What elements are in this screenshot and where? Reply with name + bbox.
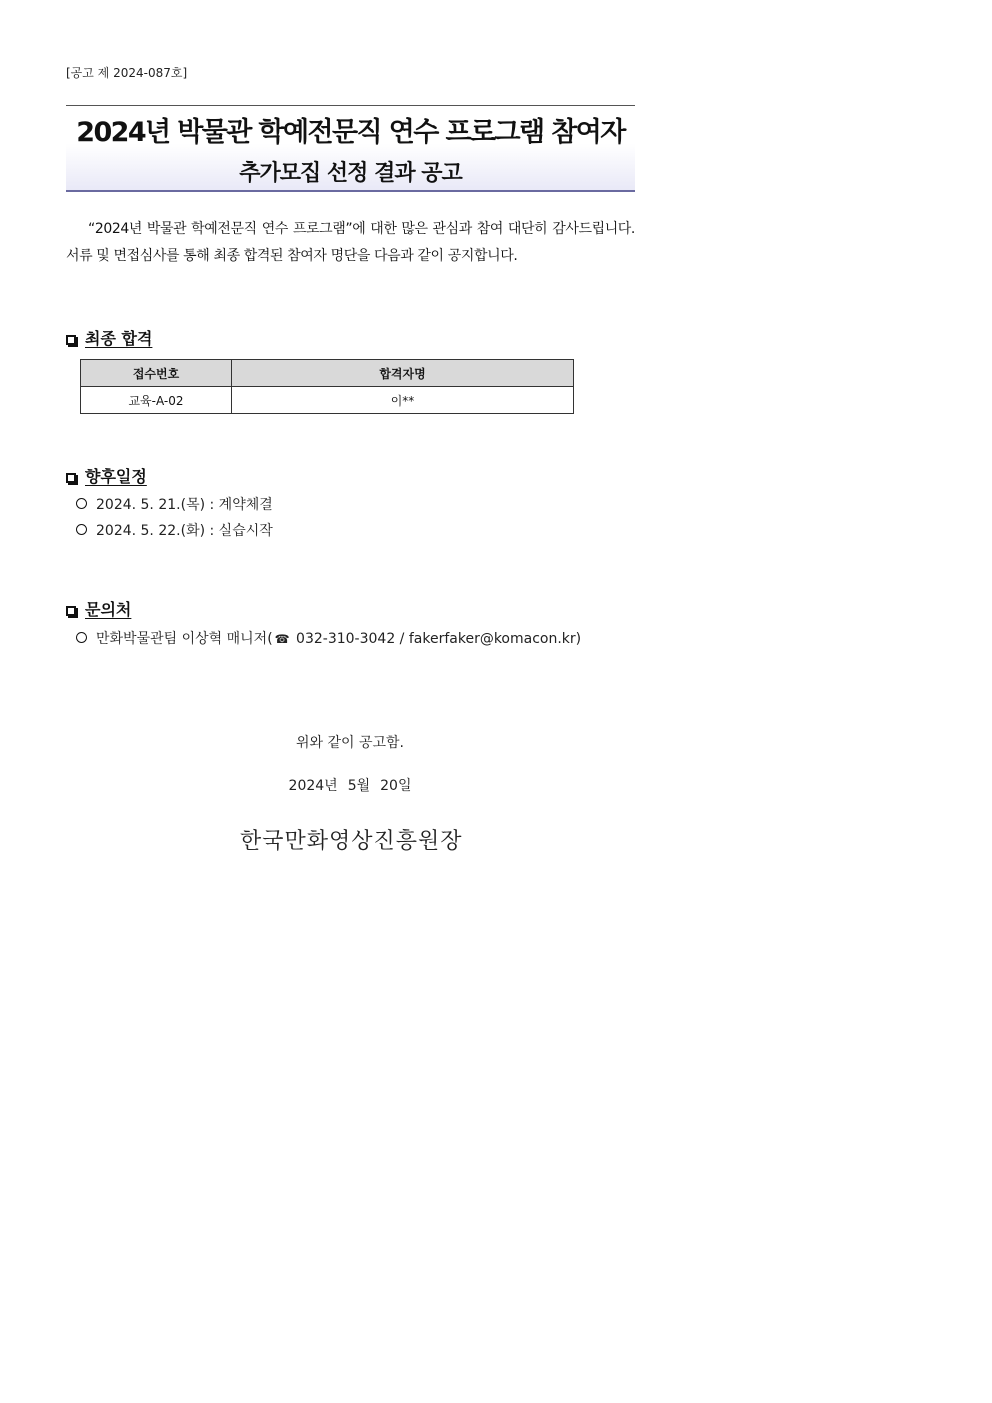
cell-receipt-no: 교육-A-02 [81,387,232,414]
title-line-2: 추가모집 선정 결과 공고 [239,161,462,186]
square-bullet-icon [66,473,76,483]
square-bullet-icon [66,335,76,345]
square-bullet-icon [66,606,76,616]
circle-bullet-icon [76,524,87,535]
schedule-heading: 향후일정 [85,467,147,486]
circle-bullet-icon [76,498,87,509]
column-header-receipt-no: 접수번호 [81,360,232,387]
schedule-item-text: 2024. 5. 22.(화) : 실습시작 [96,523,273,539]
contact-prefix: 만화박물관팀 이상혁 매니저( [96,631,273,647]
title-line-1: 2024년 박물관 학예전문직 연수 프로그램 참여자 [76,117,625,148]
section-heading-schedule [66,464,147,487]
column-header-name: 합격자명 [232,360,574,387]
contact-item [76,628,581,648]
date-month: 5월 [347,778,371,794]
phone-icon: ☎ [274,632,290,646]
notice-number: [공고 제 2024-087호] [66,66,188,80]
intro-text: “2024년 박물관 학예전문직 연수 프로그램”에 대한 많은 관심과 참여 대단히 감사드립니다. 서류 및 면접심사를 통해 최종 합격된 참여자 명단을 다음과 같이 공지합니다. [66,221,635,264]
announcement-date [0,775,700,795]
schedule-item [76,520,273,540]
circle-bullet-icon [76,632,87,643]
intro-paragraph [66,216,635,270]
section-heading-final-pass [66,326,152,349]
title-box [66,105,635,192]
section-heading-contact [66,597,131,620]
final-pass-heading: 최종 합격 [85,329,153,348]
date-year: 2024년 [288,778,338,794]
issuing-organization: 한국만화영상진흥원장 [240,829,463,854]
schedule-item [76,494,273,514]
contact-detail: 032-310-3042 / fakerfaker@komacon.kr) [291,631,582,647]
closing-statement: 위와 같이 공고함. [295,735,405,751]
contact-heading: 문의처 [85,600,132,619]
table-row [81,387,574,414]
result-table [80,359,574,414]
table-header-row [81,360,574,387]
cell-name: 이** [232,387,574,414]
date-day: 20일 [380,778,412,794]
schedule-item-text: 2024. 5. 21.(목) : 계약체결 [96,497,273,513]
